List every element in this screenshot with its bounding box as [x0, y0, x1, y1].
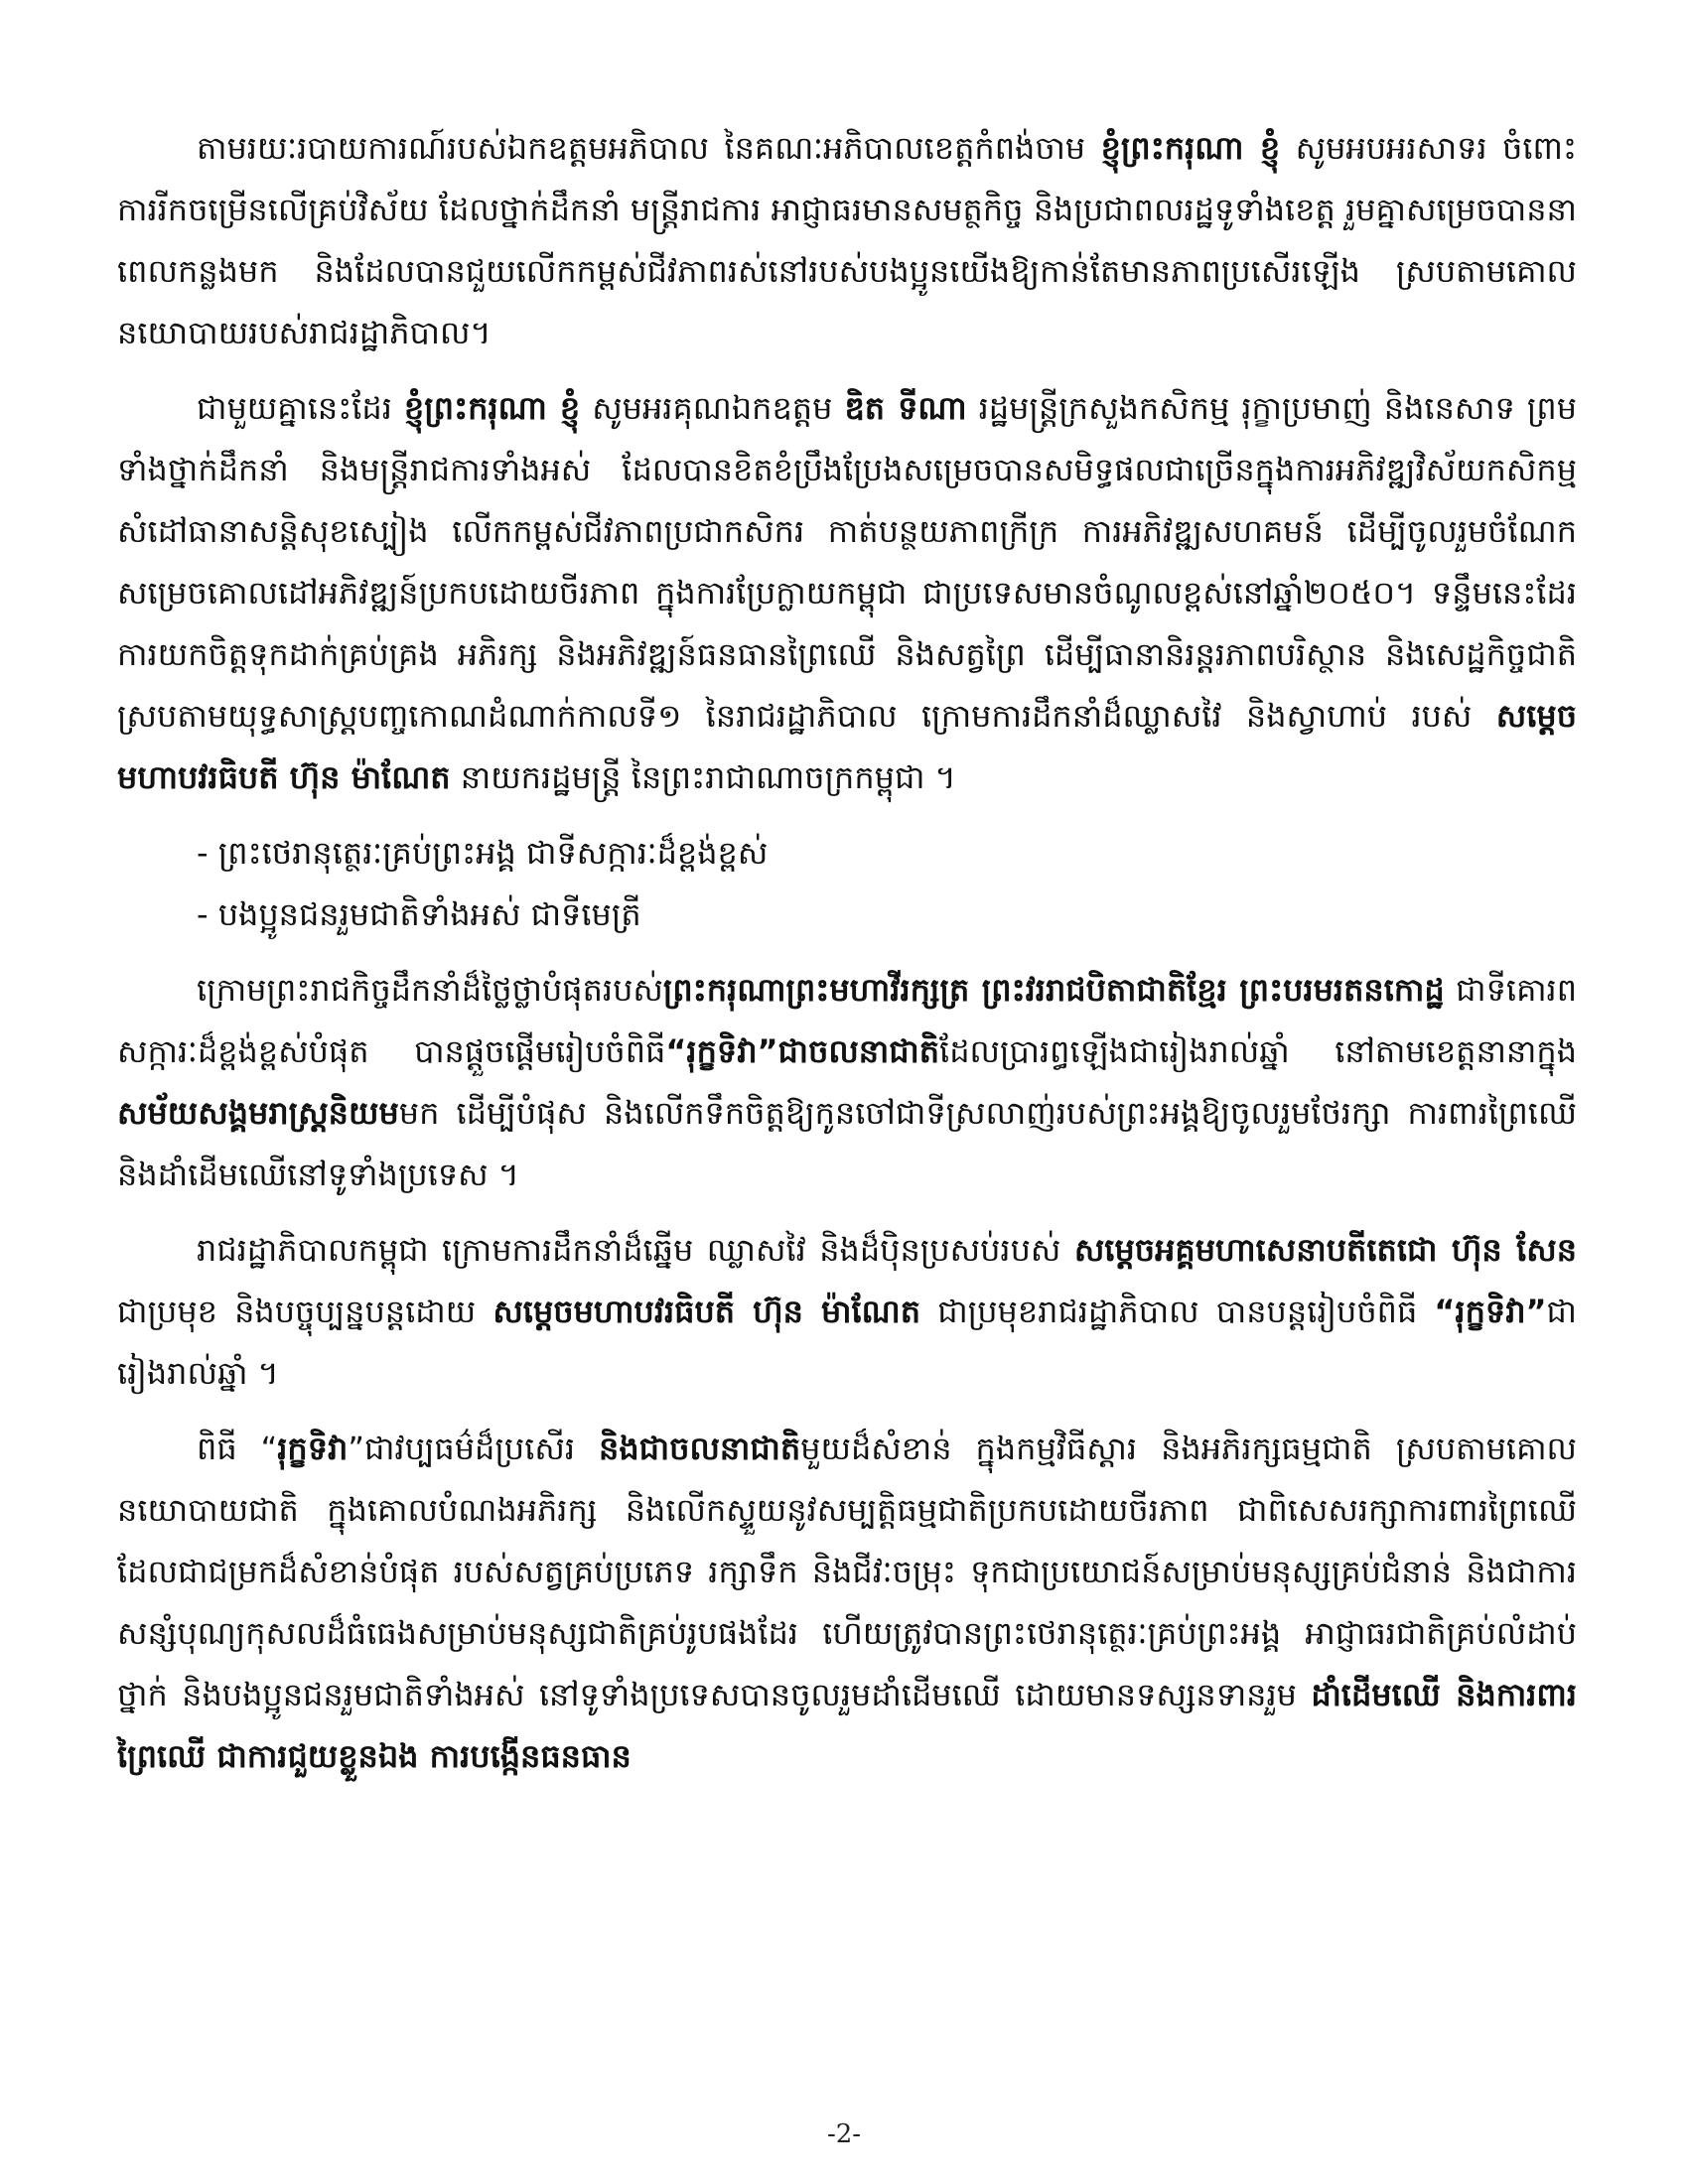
bold-text-run: ព្រះករុណាព្រះមហាវីរក្សត្រ ព្រះវររាជបិតាជាតិខ្មែរ ព្រះបរមរតនកោដ្ឋ	[662, 971, 1445, 1009]
bold-text-run: ឌិត ទីណា	[844, 389, 967, 427]
paragraphs-bottom	[117, 959, 1577, 1787]
document-page	[117, 117, 1577, 1801]
text-run: ពិធី “	[197, 1430, 278, 1467]
text-run: នាយករដ្ឋមន្ត្រី នៃព្រះរាជាណាចក្រកម្ពុជា ។	[450, 758, 956, 796]
text-run: ”ជាវប្បធម៌ដ៏ប្រសើរ	[348, 1430, 600, 1467]
bold-text-run: “រុក្ខទិវា”	[1434, 1293, 1547, 1330]
paragraph	[117, 117, 1577, 363]
text-run: រដ្ឋមន្ត្រីក្រសួងកសិកម្ម រុក្ខាប្រមាញ់ និងនេសាទ ព្រមទាំងថ្នាក់ដឹកនាំ និងមន្ត្រីរាជការទាំងអស់ ដែលបានខិតខំប្រឹងប្រែងសម្រេចបានសមិទ្ធផលជាច្រើនក្នុងការអភិវឌ្ឍវិស័យកសិកម្ម សំដៅធានាសន្តិសុខស្បៀង លើកកម្ពស់ជីវភាពប្រជាកសិករ កាត់បន្ថយភាពក្រីក្រ ការអភិវឌ្ឍសហគមន៍ ដើម្បីចូលរួមចំណែកសម្រេចគោលដៅអភិវឌ្ឍន៍ប្រកបដោយចីរភាព ក្នុងការប្រែក្លាយកម្ពុជា ជាប្រទេសមានចំណូលខ្ពស់នៅឆ្នាំ២០៥០។ ទន្ទឹមនេះដែរ ការយកចិត្តទុកដាក់គ្រប់គ្រង អភិរក្ស និងអភិវឌ្ឍន៍ធនធានព្រៃឈើ និងសត្វព្រៃ ដើម្បីធានានិរន្តរភាពបរិស្ថាន និងសេដ្ឋកិច្ចជាតិ ស្របតាមយុទ្ធសាស្ត្របញ្ចកោណដំណាក់កាលទី១ នៃរាជរដ្ឋាភិបាល ក្រោមការដឹកនាំដ៏ឈ្លាសវៃ និងស្វាហាប់ របស់	[117, 389, 1578, 735]
bold-text-run: សម័យសង្គមរាស្ត្រនិយម	[117, 1094, 399, 1132]
text-run: មក ដើម្បីបំផុស និងលើកទឹកចិត្តឱ្យកូនចៅជាទីស្រលាញ់របស់ព្រះអង្គឱ្យចូលរួមថែរក្សា ការពារព្រៃឈើ និងដាំដើមឈើនៅទូទាំងប្រទេស ។	[117, 1094, 1577, 1193]
bold-text-run: ដាំដើមឈើ និងការពារព្រៃឈើ ជាការជួយខ្លួនឯង ការបង្កើនធនធាន	[117, 1676, 1578, 1775]
text-run: ដែលប្រារព្ធឡើងជារៀងរាល់ឆ្នាំ នៅតាមខេត្តនានាក្នុង	[939, 1032, 1578, 1070]
text-run: តាមរយៈរបាយការណ៍របស់ឯកឧត្តមអភិបាល នៃគណៈអភិបាលខេត្តកំពង់ចាម	[197, 129, 1101, 167]
text-run: សូមអបអរសាទរ ចំពោះការរីកចម្រើនលើគ្រប់វិស័យ ដែលថ្នាក់ដឹកនាំ មន្ត្រីរាជការ អាជ្ញាធរមានសមត្ថកិច្ច និងប្រជាពលរដ្ឋទូទាំងខេត្ត រួមគ្នាសម្រេចបាននាពេលកន្លងមក និងដែលបានជួយលើកកម្ពស់ជីវភាពរស់នៅរបស់បងប្អូនយើងឱ្យកាន់តែមានភាពប្រសើរឡើង ស្របតាមគោលនយោបាយរបស់រាជរដ្ឋាភិបាល។	[117, 129, 1578, 351]
text-run: មួយដ៏សំខាន់ ក្នុងកម្មវិធីស្តារ និងអភិរក្សធម្មជាតិ ស្របតាមគោលនយោបាយជាតិ ក្នុងគោលបំណងអភិរក្ស និងលើកស្ទួយនូវសម្បត្តិធម្មជាតិប្រកបដោយចីរភាព ជាពិសេសរក្សាការពារព្រៃឈើដែលជាជម្រកដ៏សំខាន់បំផុត របស់សត្វគ្រប់ប្រភេទ រក្សាទឹក និងជីវៈចម្រុះ ទុកជាប្រយោជន៍សម្រាប់មនុស្សគ្រប់ជំនាន់ និងជាការសន្សំបុណ្យកុសលដ៏ធំធេងសម្រាប់មនុស្សជាតិគ្រប់រូបផងដែរ ហើយត្រូវបានព្រះថេរានុត្ថេរៈគ្រប់ព្រះអង្គ អាជ្ញាធរជាតិគ្រប់លំដាប់ថ្នាក់ និងបងប្អូនជនរួមជាតិទាំងអស់ នៅទូទាំងប្រទេសបានចូលរួមដាំដើមឈើ ដោយមានទស្សនទានរួម	[117, 1430, 1578, 1713]
bold-text-run: និងជាចលនាជាតិ	[599, 1430, 801, 1467]
text-run: ជាប្រមុខ និងបច្ចុប្បន្នបន្តដោយ	[117, 1293, 493, 1330]
greeting-item-compatriots: - បងប្អូនជនរួមជាតិទាំងអស់ ជាទីមេត្រី	[197, 895, 641, 933]
text-run: ជាប្រមុខរាជរដ្ឋាភិបាល បានបន្តរៀបចំពិធី	[920, 1293, 1435, 1330]
bold-text-run: សម្តេចមហាបវរធិបតី ហ៊ុន ម៉ាណែត	[492, 1293, 921, 1330]
bold-text-run: រុក្ខទិវា	[277, 1430, 349, 1467]
paragraph	[117, 1219, 1577, 1404]
bold-text-run: “រុក្ខទិវា”ជាចលនាជាតិ	[665, 1032, 940, 1070]
greeting-item-monks: - ព្រះថេរានុត្ថេរៈគ្រប់ព្រះអង្គ ជាទីសក្ការៈដ៏ខ្ពង់ខ្ពស់	[197, 834, 769, 872]
greeting-list	[117, 822, 1577, 945]
paragraph	[117, 377, 1577, 808]
bold-text-run: ខ្ញុំព្រះករុណា ខ្ញុំ	[403, 389, 581, 427]
text-run: ជាទីគោរពសក្ការៈដ៏ខ្ពង់ខ្ពស់បំផុត បានផ្តួចផ្តើមរៀបចំពិធី	[117, 971, 1578, 1070]
text-run: សូមអរគុណឯកឧត្តម	[580, 389, 845, 427]
bold-text-run: សម្តេចអគ្គមហាសេនាបតីតេជោ ហ៊ុន សែន	[1073, 1231, 1577, 1269]
text-run: ជារៀងរាល់ឆ្នាំ ។	[117, 1293, 1578, 1392]
text-run: ជាមួយគ្នានេះដែរ	[197, 389, 404, 427]
bold-text-run: ខ្ញុំព្រះករុណា ខ្ញុំ	[1100, 129, 1281, 167]
text-run: រាជរដ្ឋាភិបាលកម្ពុជា ក្រោមការដឹកនាំដ៏ឆ្នើម ឈ្លាសវៃ និងដ៏ប៉ិនប្រសប់របស់	[197, 1231, 1074, 1269]
page-number: -2-	[826, 2119, 862, 2149]
paragraph	[117, 959, 1577, 1205]
bold-text-run: សម្តេចមហាបវរធិបតី ហ៊ុន ម៉ាណែត	[117, 697, 1577, 796]
paragraph	[117, 1418, 1577, 1787]
text-run: ក្រោមព្រះរាជកិច្ចដឹកនាំដ៏ថ្លៃថ្លាបំផុតរបស់	[197, 971, 663, 1009]
paragraphs-top	[117, 117, 1577, 808]
